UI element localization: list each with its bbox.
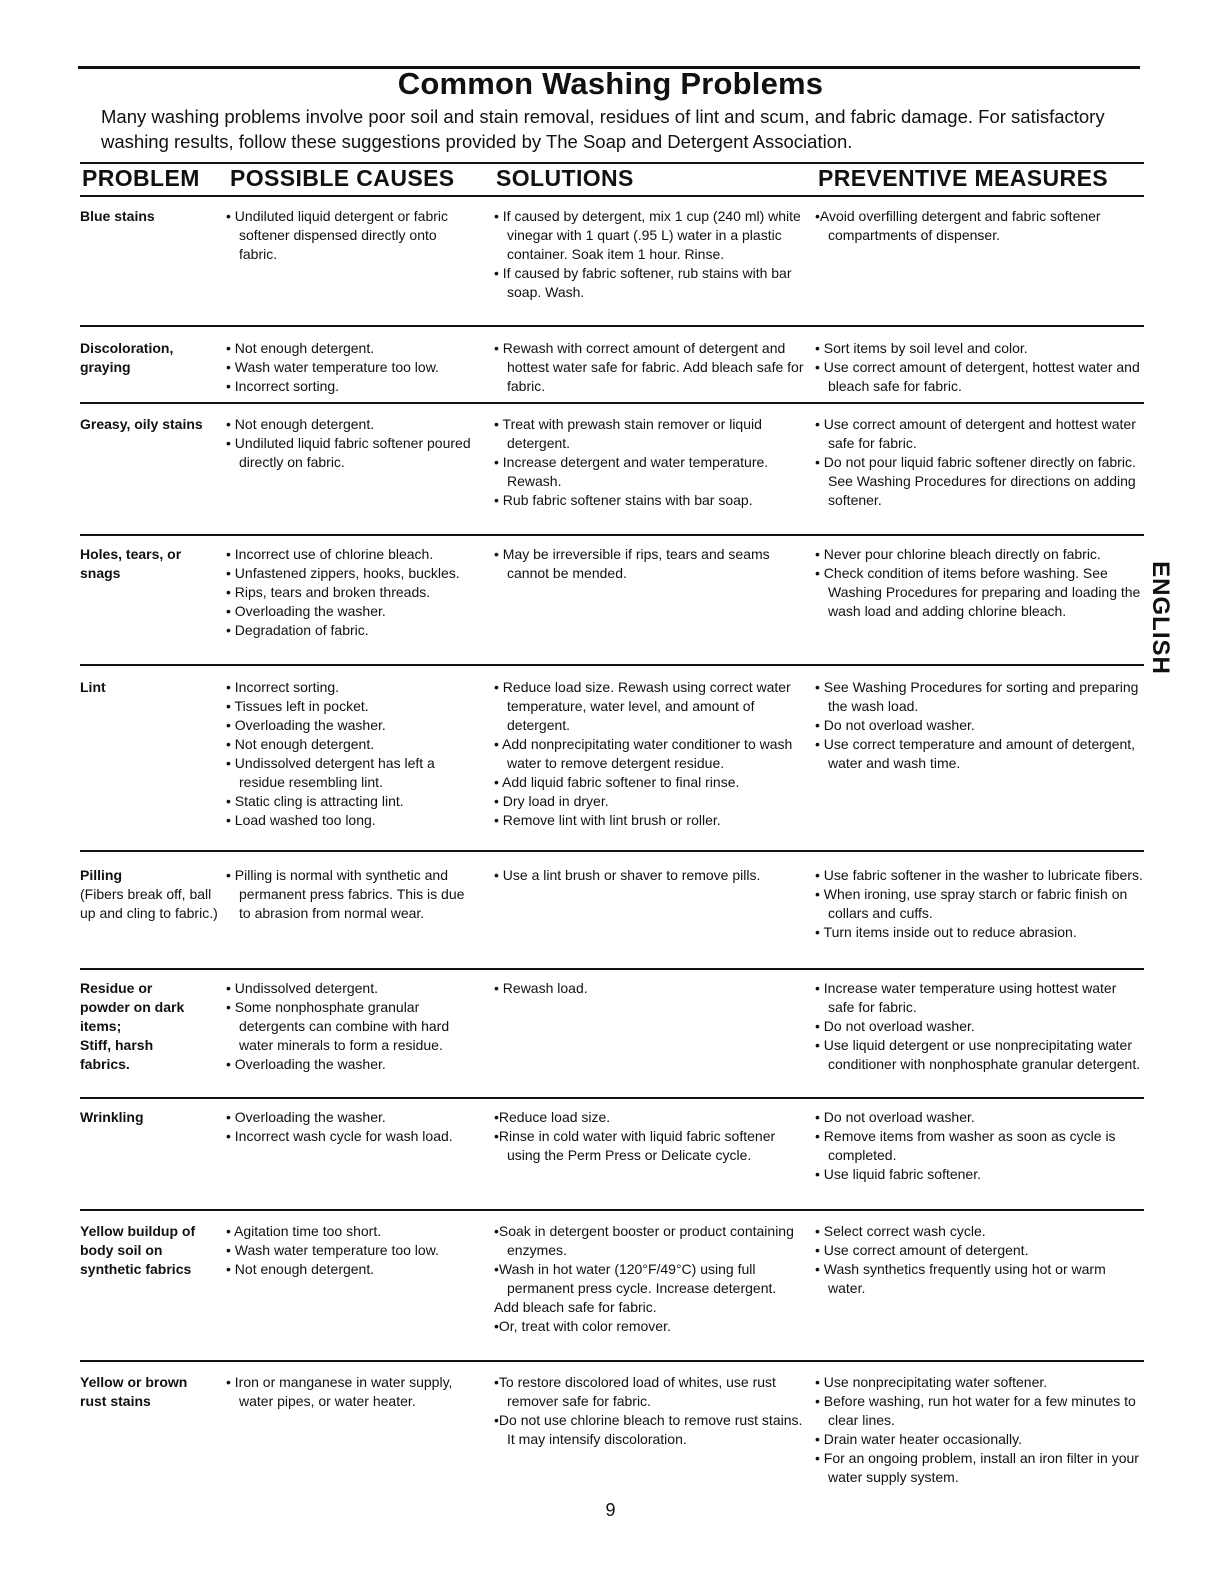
solutions-cell xyxy=(494,339,809,396)
causes-cell xyxy=(226,866,476,923)
problem-line: (Fibers break off, ball up and cling to fabric.) xyxy=(80,886,218,921)
row-divider xyxy=(80,325,1144,327)
measures-line: • Do not pour liquid fabric softener directly on fabric. See Washing Procedures for directions on adding softener. xyxy=(815,454,1140,508)
causes-line: • Load washed too long. xyxy=(226,812,376,828)
measures-cell xyxy=(815,1108,1145,1184)
causes-line: • Incorrect sorting. xyxy=(226,378,340,394)
row-divider xyxy=(80,1097,1144,1099)
language-tab-label: ENGLISH xyxy=(1147,560,1174,675)
measures-line: • Use fabric softener in the washer to lubricate fibers. xyxy=(815,867,1143,883)
problem-line: Stiff, harsh xyxy=(80,1037,154,1053)
causes-cell xyxy=(226,979,476,1074)
causes-cell xyxy=(226,545,476,640)
causes-line: • Degradation of fabric. xyxy=(226,622,369,638)
causes-line: • Not enough detergent. xyxy=(226,340,375,356)
solutions-cell xyxy=(494,1108,809,1165)
causes-cell xyxy=(226,1108,476,1146)
measures-line: • Use liquid fabric softener. xyxy=(815,1166,981,1182)
causes-line: • Incorrect use of chlorine bleach. xyxy=(226,546,434,562)
causes-line: • Undissolved detergent. xyxy=(226,980,378,996)
solutions-line: • Rewash with correct amount of detergent and hottest water safe for fabric. Add bleach safe for fabric. xyxy=(494,340,808,394)
solutions-line: •Soak in detergent booster or product containing enzymes. xyxy=(494,1223,798,1258)
measures-line: • Wash synthetics frequently using hot or warm water. xyxy=(815,1261,1110,1296)
row-divider xyxy=(80,1209,1144,1211)
problem-cell xyxy=(80,207,230,226)
measures-line: • Use liquid detergent or use nonprecipitating water conditioner with nonphosphate granular detergent. xyxy=(815,1037,1141,1072)
solutions-line: • Treat with prewash stain remover or liquid detergent. xyxy=(494,416,766,451)
causes-cell xyxy=(226,339,476,396)
measures-line: • Sort items by soil level and color. xyxy=(815,340,1028,356)
measures-line: • Use nonprecipitating water softener. xyxy=(815,1374,1048,1390)
measures-line: • Remove items from washer as soon as cycle is completed. xyxy=(815,1128,1120,1163)
solutions-line: •Do not use chlorine bleach to remove rust stains. It may intensify discoloration. xyxy=(494,1412,807,1447)
measures-line: • Use correct temperature and amount of detergent, water and wash time. xyxy=(815,736,1139,771)
measures-cell xyxy=(815,1373,1145,1487)
measures-cell xyxy=(815,545,1145,621)
measures-line: • Do not overload washer. xyxy=(815,1109,975,1125)
measures-cell xyxy=(815,678,1145,773)
row-divider xyxy=(80,402,1144,404)
measures-line: • Increase water temperature using hottest water safe for fabric. xyxy=(815,980,1121,1015)
measures-line: • Never pour chlorine bleach directly on fabric. xyxy=(815,546,1101,562)
causes-line: • Incorrect wash cycle for wash load. xyxy=(226,1128,453,1144)
measures-line: • Turn items inside out to reduce abrasion. xyxy=(815,924,1077,940)
solutions-line: • If caused by detergent, mix 1 cup (240 ml) white vinegar with 1 quart (.95 L) water in a plastic container. Soak item 1 hour. Rinse. xyxy=(494,208,805,262)
problem-line: Pilling xyxy=(80,867,122,883)
measures-cell xyxy=(815,339,1145,396)
causes-line: • Overloading the washer. xyxy=(226,1109,386,1125)
problem-line: Yellow buildup of xyxy=(80,1223,196,1239)
measures-line: • Use correct amount of detergent. xyxy=(815,1242,1029,1258)
solutions-line: • Use a lint brush or shaver to remove pills. xyxy=(494,867,761,883)
solutions-line: •Or, treat with color remover. xyxy=(494,1318,671,1334)
solutions-cell xyxy=(494,979,809,998)
problem-line: Blue stains xyxy=(80,208,155,224)
solutions-line: • Remove lint with lint brush or roller. xyxy=(494,812,721,828)
measures-cell xyxy=(815,207,1145,245)
measures-line: • When ironing, use spray starch or fabric finish on collars and cuffs. xyxy=(815,886,1132,921)
causes-line: • Some nonphosphate granular detergents can combine with hard water minerals to form a residue. xyxy=(226,999,454,1053)
problem-cell xyxy=(80,415,230,434)
solutions-line: • If caused by fabric softener, rub stains with bar soap. Wash. xyxy=(494,265,796,300)
row-divider xyxy=(80,1360,1144,1362)
solutions-line: • Dry load in dryer. xyxy=(494,793,609,809)
causes-line: • Iron or manganese in water supply, water pipes, or water heater. xyxy=(226,1374,457,1409)
problem-line: Greasy, oily stains xyxy=(80,416,203,432)
measures-line: • Drain water heater occasionally. xyxy=(815,1431,1022,1447)
problem-line: Residue or xyxy=(80,980,153,996)
solutions-cell xyxy=(494,545,809,583)
solutions-line: •Rinse in cold water with liquid fabric softener using the Perm Press or Delicate cycle. xyxy=(494,1128,780,1163)
measures-cell xyxy=(815,415,1145,510)
measures-line: • Select correct wash cycle. xyxy=(815,1223,986,1239)
row-divider xyxy=(80,664,1144,666)
causes-cell xyxy=(226,415,476,472)
causes-line: • Undiluted liquid fabric softener poured directly on fabric. xyxy=(226,435,475,470)
solutions-line: • Rewash load. xyxy=(494,980,588,996)
solutions-cell xyxy=(494,1222,809,1336)
causes-line: • Rips, tears and broken threads. xyxy=(226,584,431,600)
language-tab xyxy=(1138,545,1182,690)
solutions-cell xyxy=(494,415,809,510)
problem-line: graying xyxy=(80,359,131,375)
measures-line: • Do not overload washer. xyxy=(815,717,975,733)
solutions-cell xyxy=(494,207,809,302)
problem-cell xyxy=(80,678,230,697)
causes-line: • Pilling is normal with synthetic and permanent press fabrics. This is due to abrasion from normal wear. xyxy=(226,867,469,921)
problem-line: Holes, tears, or xyxy=(80,546,182,562)
causes-line: • Undiluted liquid detergent or fabric softener dispensed directly onto fabric. xyxy=(226,208,452,262)
causes-line: • Unfastened zippers, hooks, buckles. xyxy=(226,565,460,581)
problem-cell xyxy=(80,866,230,923)
solutions-cell xyxy=(494,1373,809,1449)
causes-line: • Undissolved detergent has left a residue resembling lint. xyxy=(226,755,439,790)
header-bottom-rule xyxy=(80,195,1144,197)
causes-cell xyxy=(226,207,476,264)
solutions-line: •Wash in hot water (120°F/49°C) using full permanent press cycle. Increase detergent. xyxy=(494,1261,777,1296)
column-header-causes: POSSIBLE CAUSES xyxy=(230,165,455,191)
problem-line: Discoloration, xyxy=(80,340,174,356)
column-header-problem: PROBLEM xyxy=(82,165,200,191)
column-header-measures: PREVENTIVE MEASURES xyxy=(818,165,1109,191)
causes-line: • Not enough detergent. xyxy=(226,1261,375,1277)
solutions-line: • Add nonprecipitating water conditioner to wash water to remove detergent residue. xyxy=(494,736,797,771)
causes-cell xyxy=(226,678,476,830)
measures-line: •Avoid overfilling detergent and fabric softener compartments of dispenser. xyxy=(815,208,1105,243)
measures-line: • Before washing, run hot water for a few minutes to clear lines. xyxy=(815,1393,1140,1428)
row-divider xyxy=(80,850,1144,852)
problem-line: Yellow or brown xyxy=(80,1374,188,1390)
solutions-line: Add bleach safe for fabric. xyxy=(494,1299,657,1315)
solutions-cell xyxy=(494,678,809,830)
solutions-line: • Reduce load size. Rewash using correct water temperature, water level, and amount of detergent. xyxy=(494,679,795,733)
page-number: 9 xyxy=(605,1500,616,1520)
causes-line: • Wash water temperature too low. xyxy=(226,1242,439,1258)
problem-line: body soil on xyxy=(80,1242,163,1258)
measures-line: • Use correct amount of detergent, hottest water and bleach safe for fabric. xyxy=(815,359,1144,394)
causes-line: • Incorrect sorting. xyxy=(226,679,340,695)
measures-cell xyxy=(815,979,1145,1074)
problem-cell xyxy=(80,979,230,1074)
causes-line: • Tissues left in pocket. xyxy=(226,698,369,714)
causes-cell xyxy=(226,1222,476,1279)
measures-line: • Do not overload washer. xyxy=(815,1018,975,1034)
problem-line: snags xyxy=(80,565,121,581)
problem-line: synthetic fabrics xyxy=(80,1261,192,1277)
problem-cell xyxy=(80,339,230,377)
measures-line: • Check condition of items before washing. See Washing Procedures for preparing and loading the wash load and adding chlorine bleach. xyxy=(815,565,1145,619)
causes-line: • Not enough detergent. xyxy=(226,736,375,752)
problem-line: powder on dark xyxy=(80,999,185,1015)
problem-line: Wrinkling xyxy=(80,1109,144,1125)
intro-paragraph: Many washing problems involve poor soil and stain removal, residues of lint and scum, and fabric damage. For satisfactory washing results, follow these suggestions provided by The Soap and Detergent Association. xyxy=(101,106,1105,152)
page-title: Common Washing Problems xyxy=(397,66,824,101)
solutions-line: •Reduce load size. xyxy=(494,1109,611,1125)
measures-line: • Use correct amount of detergent and hottest water safe for fabric. xyxy=(815,416,1140,451)
solutions-line: • Increase detergent and water temperature. Rewash. xyxy=(494,454,773,489)
problem-line: fabrics. xyxy=(80,1056,130,1072)
solutions-line: • May be irreversible if rips, tears and seams cannot be mended. xyxy=(494,546,774,581)
causes-line: • Overloading the washer. xyxy=(226,717,386,733)
row-divider xyxy=(80,534,1144,536)
causes-line: • Static cling is attracting lint. xyxy=(226,793,404,809)
causes-line: • Overloading the washer. xyxy=(226,1056,386,1072)
problem-cell xyxy=(80,1373,230,1411)
problem-cell xyxy=(80,1108,230,1127)
measures-cell xyxy=(815,866,1145,942)
solutions-cell xyxy=(494,866,809,885)
solutions-line: • Add liquid fabric softener to final rinse. xyxy=(494,774,740,790)
measures-cell xyxy=(815,1222,1145,1298)
column-header-solutions: SOLUTIONS xyxy=(496,165,634,191)
causes-line: • Not enough detergent. xyxy=(226,416,375,432)
causes-line: • Wash water temperature too low. xyxy=(226,359,439,375)
header-top-rule xyxy=(80,162,1144,164)
row-divider xyxy=(80,968,1144,970)
causes-cell xyxy=(226,1373,476,1411)
problem-cell xyxy=(80,1222,230,1279)
solutions-line: • Rub fabric softener stains with bar soap. xyxy=(494,492,753,508)
problem-line: items; xyxy=(80,1018,122,1034)
problem-line: Lint xyxy=(80,679,106,695)
measures-line: • See Washing Procedures for sorting and preparing the wash load. xyxy=(815,679,1143,714)
causes-line: • Overloading the washer. xyxy=(226,603,386,619)
measures-line: • For an ongoing problem, install an iron filter in your water supply system. xyxy=(815,1450,1143,1485)
problem-line: rust stains xyxy=(80,1393,151,1409)
solutions-line: •To restore discolored load of whites, use rust remover safe for fabric. xyxy=(494,1374,780,1409)
problem-cell xyxy=(80,545,230,583)
causes-line: • Agitation time too short. xyxy=(226,1223,382,1239)
